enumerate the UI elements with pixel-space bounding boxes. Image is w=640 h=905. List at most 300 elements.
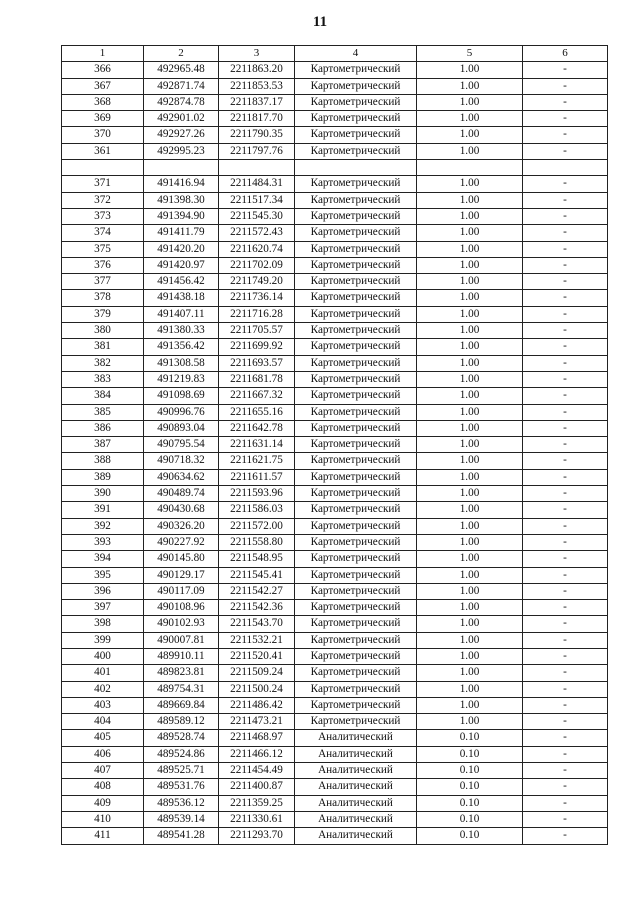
table-cell: 407 <box>62 763 144 779</box>
table-row <box>62 600 608 616</box>
table-row <box>62 143 608 159</box>
table-cell: Картометрический <box>295 143 417 159</box>
table-cell: 491219.83 <box>144 371 219 387</box>
table-cell: 380 <box>62 323 144 339</box>
table-cell: 1.00 <box>417 127 523 143</box>
table-cell: 2211736.14 <box>219 290 295 306</box>
table-cell: 490430.68 <box>144 502 219 518</box>
table-row <box>62 420 608 436</box>
table-cell: 489589.12 <box>144 714 219 730</box>
column-header: 4 <box>295 46 417 62</box>
table-cell: - <box>523 730 608 746</box>
table-cell: 2211749.20 <box>219 274 295 290</box>
table-cell: - <box>523 62 608 78</box>
table-cell: 1.00 <box>417 600 523 616</box>
table-cell: 0.10 <box>417 811 523 827</box>
table-cell: Картометрический <box>295 567 417 583</box>
table-row <box>62 714 608 730</box>
table-cell: 2211699.92 <box>219 339 295 355</box>
table-cell: 1.00 <box>417 208 523 224</box>
table-cell: 391 <box>62 502 144 518</box>
table-cell <box>417 160 523 176</box>
table-cell: Аналитический <box>295 763 417 779</box>
table-cell: Картометрический <box>295 388 417 404</box>
table-cell: 386 <box>62 420 144 436</box>
table-row <box>62 697 608 713</box>
table-cell: - <box>523 697 608 713</box>
table-cell: Картометрический <box>295 323 417 339</box>
table-cell: 2211837.17 <box>219 94 295 110</box>
table-cell: 492871.74 <box>144 78 219 94</box>
table-row <box>62 160 608 176</box>
table-cell: 491407.11 <box>144 306 219 322</box>
table-cell: 490634.62 <box>144 469 219 485</box>
table-cell: 489823.81 <box>144 665 219 681</box>
table-cell: 394 <box>62 551 144 567</box>
page-number: 11 <box>312 14 328 30</box>
table-cell: Картометрический <box>295 600 417 616</box>
table-cell: 373 <box>62 208 144 224</box>
table-cell: 490326.20 <box>144 518 219 534</box>
table-cell: Картометрический <box>295 208 417 224</box>
table-row <box>62 371 608 387</box>
table-cell: 1.00 <box>417 371 523 387</box>
table-cell: - <box>523 143 608 159</box>
table-cell: 491394.90 <box>144 208 219 224</box>
table-cell: 2211359.25 <box>219 795 295 811</box>
table-cell: 2211543.70 <box>219 616 295 632</box>
table-row <box>62 486 608 502</box>
table-cell: Картометрический <box>295 616 417 632</box>
column-header: 5 <box>417 46 523 62</box>
table-row <box>62 437 608 453</box>
table-cell: - <box>523 355 608 371</box>
table-cell <box>295 160 417 176</box>
table-cell: 2211693.57 <box>219 355 295 371</box>
table-cell: 401 <box>62 665 144 681</box>
table-row <box>62 811 608 827</box>
table-cell: 2211520.41 <box>219 648 295 664</box>
table-cell: 2211293.70 <box>219 828 295 844</box>
table-cell: - <box>523 795 608 811</box>
table-cell: 1.00 <box>417 339 523 355</box>
table-cell: 489524.86 <box>144 746 219 762</box>
table-row <box>62 583 608 599</box>
table-cell: 490117.09 <box>144 583 219 599</box>
table-cell: 396 <box>62 583 144 599</box>
table-cell: - <box>523 665 608 681</box>
table-cell: 1.00 <box>417 583 523 599</box>
table-cell: 491308.58 <box>144 355 219 371</box>
table-cell: 490996.76 <box>144 404 219 420</box>
table-cell: - <box>523 811 608 827</box>
table-cell: 2211486.42 <box>219 697 295 713</box>
table-row <box>62 795 608 811</box>
table-cell: - <box>523 763 608 779</box>
table-cell: 492901.02 <box>144 111 219 127</box>
table-cell: - <box>523 518 608 534</box>
table-cell: Аналитический <box>295 811 417 827</box>
table-cell: 2211454.49 <box>219 763 295 779</box>
table-row <box>62 339 608 355</box>
table-row <box>62 534 608 550</box>
table-cell: 372 <box>62 192 144 208</box>
table-cell: 375 <box>62 241 144 257</box>
table-row <box>62 127 608 143</box>
table-cell: - <box>523 648 608 664</box>
column-header: 6 <box>523 46 608 62</box>
table-cell: 1.00 <box>417 94 523 110</box>
table-cell: 361 <box>62 143 144 159</box>
table-cell: 490718.32 <box>144 453 219 469</box>
table-cell: 1.00 <box>417 388 523 404</box>
table-cell: 1.00 <box>417 274 523 290</box>
table-cell: 490227.92 <box>144 534 219 550</box>
table-cell: 2211545.30 <box>219 208 295 224</box>
table-row <box>62 779 608 795</box>
table-cell: - <box>523 551 608 567</box>
table-cell: 491098.69 <box>144 388 219 404</box>
table-cell: Картометрический <box>295 274 417 290</box>
table-cell: 1.00 <box>417 78 523 94</box>
table-cell: - <box>523 420 608 436</box>
table-cell: 1.00 <box>417 323 523 339</box>
table-row <box>62 632 608 648</box>
table-cell: - <box>523 681 608 697</box>
table-cell: Картометрический <box>295 437 417 453</box>
table-cell: - <box>523 94 608 110</box>
table-cell: 2211593.96 <box>219 486 295 502</box>
table-cell: 1.00 <box>417 534 523 550</box>
table-cell: Картометрический <box>295 225 417 241</box>
table-cell: Картометрический <box>295 502 417 518</box>
table-row <box>62 730 608 746</box>
table-cell: 490145.80 <box>144 551 219 567</box>
table-row <box>62 388 608 404</box>
table-cell: 409 <box>62 795 144 811</box>
table-cell: 490795.54 <box>144 437 219 453</box>
table-cell: 399 <box>62 632 144 648</box>
table-cell: - <box>523 714 608 730</box>
table-cell: Картометрический <box>295 648 417 664</box>
table-cell: 492995.23 <box>144 143 219 159</box>
table-cell: - <box>523 323 608 339</box>
table-cell: Картометрический <box>295 127 417 143</box>
table-cell: 379 <box>62 306 144 322</box>
table-cell: 2211468.97 <box>219 730 295 746</box>
table-header-row <box>62 46 608 62</box>
table-cell: 408 <box>62 779 144 795</box>
table-row <box>62 404 608 420</box>
table-cell: 2211631.14 <box>219 437 295 453</box>
table-cell: - <box>523 486 608 502</box>
table-cell: 491420.97 <box>144 257 219 273</box>
table-cell: Картометрический <box>295 551 417 567</box>
table-cell: 491438.18 <box>144 290 219 306</box>
table-cell: 384 <box>62 388 144 404</box>
table-cell: 492874.78 <box>144 94 219 110</box>
table-cell: Картометрический <box>295 681 417 697</box>
table-cell: - <box>523 78 608 94</box>
table-cell: 2211548.95 <box>219 551 295 567</box>
table-cell: 489528.74 <box>144 730 219 746</box>
table-cell: Аналитический <box>295 795 417 811</box>
table-cell: 1.00 <box>417 192 523 208</box>
table-cell: 392 <box>62 518 144 534</box>
table-cell: 1.00 <box>417 453 523 469</box>
table-cell: 377 <box>62 274 144 290</box>
table-cell: Аналитический <box>295 746 417 762</box>
table-cell: 0.10 <box>417 763 523 779</box>
table-cell: 405 <box>62 730 144 746</box>
table-cell: Картометрический <box>295 469 417 485</box>
table-cell: 2211558.80 <box>219 534 295 550</box>
table-cell: 2211330.61 <box>219 811 295 827</box>
table-cell: 382 <box>62 355 144 371</box>
table-cell: 491416.94 <box>144 176 219 192</box>
table-cell: 376 <box>62 257 144 273</box>
table-row <box>62 469 608 485</box>
table-cell: 2211572.00 <box>219 518 295 534</box>
table-cell: 406 <box>62 746 144 762</box>
table-cell: 1.00 <box>417 176 523 192</box>
table-cell: - <box>523 616 608 632</box>
table-cell: 2211790.35 <box>219 127 295 143</box>
table-cell: - <box>523 127 608 143</box>
table-cell: Картометрический <box>295 420 417 436</box>
table-cell: Картометрический <box>295 192 417 208</box>
table-cell: 489536.12 <box>144 795 219 811</box>
table-cell: 2211667.32 <box>219 388 295 404</box>
table-cell: 1.00 <box>417 437 523 453</box>
column-header: 2 <box>144 46 219 62</box>
table-cell: 366 <box>62 62 144 78</box>
table-cell: 1.00 <box>417 469 523 485</box>
table-cell: 400 <box>62 648 144 664</box>
table-cell: 387 <box>62 437 144 453</box>
coordinates-table <box>61 45 608 845</box>
table-cell: 1.00 <box>417 632 523 648</box>
table-cell: Картометрический <box>295 371 417 387</box>
column-header: 1 <box>62 46 144 62</box>
table-cell: 491356.42 <box>144 339 219 355</box>
table-cell: 1.00 <box>417 486 523 502</box>
table-row <box>62 192 608 208</box>
table-cell: - <box>523 469 608 485</box>
table-cell: - <box>523 339 608 355</box>
table-cell: 388 <box>62 453 144 469</box>
table-cell: - <box>523 567 608 583</box>
table-cell: 393 <box>62 534 144 550</box>
table-cell: Картометрический <box>295 290 417 306</box>
table-row <box>62 225 608 241</box>
table-cell: Картометрический <box>295 632 417 648</box>
table-row <box>62 502 608 518</box>
table-cell: - <box>523 306 608 322</box>
table-cell: 398 <box>62 616 144 632</box>
table-cell: 2211611.57 <box>219 469 295 485</box>
table-cell: 489669.84 <box>144 697 219 713</box>
table-cell: 1.00 <box>417 518 523 534</box>
table-cell: - <box>523 453 608 469</box>
table-cell: 1.00 <box>417 697 523 713</box>
table-cell: 1.00 <box>417 111 523 127</box>
table-row <box>62 828 608 844</box>
table-cell: 397 <box>62 600 144 616</box>
table-cell: Картометрический <box>295 257 417 273</box>
table-cell: 2211484.31 <box>219 176 295 192</box>
table-cell <box>144 160 219 176</box>
table-cell: Картометрический <box>295 241 417 257</box>
table-cell: 2211655.16 <box>219 404 295 420</box>
table-row <box>62 551 608 567</box>
table-cell: 2211620.74 <box>219 241 295 257</box>
table-cell: 489910.11 <box>144 648 219 664</box>
table-cell: 1.00 <box>417 616 523 632</box>
table-cell: Картометрический <box>295 583 417 599</box>
table-cell: 1.00 <box>417 404 523 420</box>
table-cell: Картометрический <box>295 306 417 322</box>
table-cell: 2211545.41 <box>219 567 295 583</box>
table-cell: - <box>523 111 608 127</box>
table-cell: 2211586.03 <box>219 502 295 518</box>
table-cell: Картометрический <box>295 94 417 110</box>
table-cell: - <box>523 828 608 844</box>
table-cell: 489754.31 <box>144 681 219 697</box>
table-cell: 490893.04 <box>144 420 219 436</box>
table-cell: 2211681.78 <box>219 371 295 387</box>
table-cell: 2211817.70 <box>219 111 295 127</box>
table-cell: 2211572.43 <box>219 225 295 241</box>
table-cell: - <box>523 502 608 518</box>
table-row <box>62 453 608 469</box>
table-cell: 2211853.53 <box>219 78 295 94</box>
table-row <box>62 746 608 762</box>
table-cell: 2211797.76 <box>219 143 295 159</box>
table-cell: 2211400.87 <box>219 779 295 795</box>
table-cell: 1.00 <box>417 257 523 273</box>
table-cell: 1.00 <box>417 225 523 241</box>
table-row <box>62 241 608 257</box>
table-cell: 381 <box>62 339 144 355</box>
table-cell: 374 <box>62 225 144 241</box>
table-cell: 385 <box>62 404 144 420</box>
table-cell: 1.00 <box>417 355 523 371</box>
table-cell: 1.00 <box>417 681 523 697</box>
table-cell: Аналитический <box>295 828 417 844</box>
table-cell: Аналитический <box>295 730 417 746</box>
table-row <box>62 355 608 371</box>
table-cell: 1.00 <box>417 567 523 583</box>
table-cell: Картометрический <box>295 697 417 713</box>
table-cell: Картометрический <box>295 486 417 502</box>
table-cell: 2211466.12 <box>219 746 295 762</box>
table-cell: 1.00 <box>417 241 523 257</box>
table-cell: 2211542.36 <box>219 600 295 616</box>
table-cell: 1.00 <box>417 143 523 159</box>
column-header: 3 <box>219 46 295 62</box>
table-cell: Картометрический <box>295 176 417 192</box>
table-cell: 1.00 <box>417 62 523 78</box>
table-cell: 490108.96 <box>144 600 219 616</box>
table-cell: - <box>523 534 608 550</box>
table-cell: 0.10 <box>417 730 523 746</box>
table-cell: 491420.20 <box>144 241 219 257</box>
table-cell: 490489.74 <box>144 486 219 502</box>
table-cell: - <box>523 632 608 648</box>
table-row <box>62 62 608 78</box>
table-row <box>62 665 608 681</box>
table-cell: 1.00 <box>417 648 523 664</box>
table-row <box>62 94 608 110</box>
table-cell: 1.00 <box>417 551 523 567</box>
table-cell: 368 <box>62 94 144 110</box>
table-row <box>62 78 608 94</box>
table-cell: 1.00 <box>417 290 523 306</box>
table-row <box>62 208 608 224</box>
table-cell: 411 <box>62 828 144 844</box>
table-cell: 489531.76 <box>144 779 219 795</box>
table-cell: 490129.17 <box>144 567 219 583</box>
table-cell: 2211517.34 <box>219 192 295 208</box>
table-cell: 2211532.21 <box>219 632 295 648</box>
table-cell: 2211621.75 <box>219 453 295 469</box>
table-cell: 410 <box>62 811 144 827</box>
table-cell: 491456.42 <box>144 274 219 290</box>
table-cell: - <box>523 208 608 224</box>
table-cell: Картометрический <box>295 534 417 550</box>
table-cell: Картометрический <box>295 78 417 94</box>
table-cell: 2211863.20 <box>219 62 295 78</box>
table-cell: 370 <box>62 127 144 143</box>
table-cell: 490007.81 <box>144 632 219 648</box>
table-cell: Картометрический <box>295 62 417 78</box>
table-cell: 1.00 <box>417 420 523 436</box>
table-cell: 2211716.28 <box>219 306 295 322</box>
table-cell: 0.10 <box>417 795 523 811</box>
table-cell: 0.10 <box>417 746 523 762</box>
table-row <box>62 567 608 583</box>
table-cell: 2211542.27 <box>219 583 295 599</box>
table-row <box>62 111 608 127</box>
table-cell: 2211473.21 <box>219 714 295 730</box>
table-cell: 1.00 <box>417 714 523 730</box>
table-cell: 389 <box>62 469 144 485</box>
table-cell: 491380.33 <box>144 323 219 339</box>
table-cell: Картометрический <box>295 404 417 420</box>
table-cell: 490102.93 <box>144 616 219 632</box>
table-cell: 378 <box>62 290 144 306</box>
table-cell: Картометрический <box>295 111 417 127</box>
table-cell: 383 <box>62 371 144 387</box>
table-row <box>62 176 608 192</box>
table-cell: Аналитический <box>295 779 417 795</box>
table-cell: Картометрический <box>295 339 417 355</box>
table-cell: 489541.28 <box>144 828 219 844</box>
table-cell: - <box>523 241 608 257</box>
table-cell: - <box>523 746 608 762</box>
table-cell: - <box>523 779 608 795</box>
table-cell: Картометрический <box>295 355 417 371</box>
table-row <box>62 681 608 697</box>
table-cell: 489525.71 <box>144 763 219 779</box>
table-cell: 2211642.78 <box>219 420 295 436</box>
table-cell <box>219 160 295 176</box>
table-cell: - <box>523 176 608 192</box>
table-cell: - <box>523 371 608 387</box>
table-cell: - <box>523 583 608 599</box>
table-cell: 369 <box>62 111 144 127</box>
